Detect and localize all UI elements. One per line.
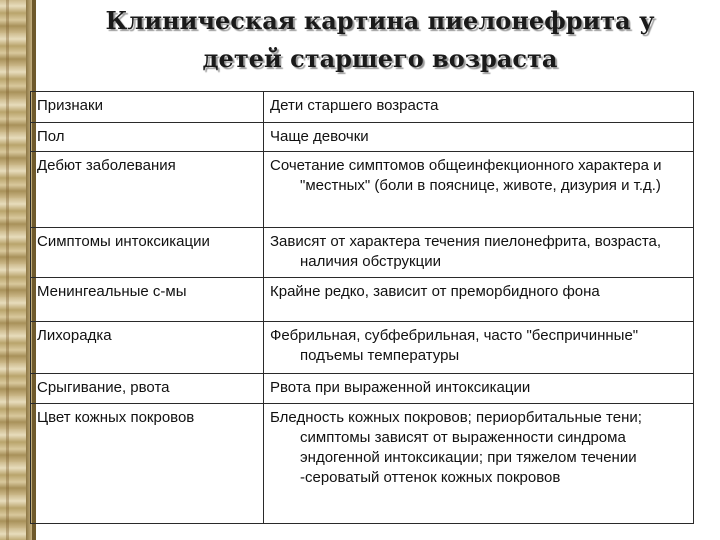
decorative-border: [0, 0, 26, 540]
table-cell-description: Бледность кожных покровов; периорбитальные тени; симптомы зависят от выраженности синдрома эндогенной интоксикации; при тяжелом течении -сероватый оттенок кожных покровов: [264, 404, 694, 524]
table-row: [31, 322, 694, 374]
title-line-2: детей старшего возраста: [202, 44, 558, 73]
table-cell-description: Рвота при выраженной интоксикации: [264, 374, 694, 404]
table-cell-sign: Срыгивание, рвота: [31, 374, 264, 404]
table-cell-sign: Менингеальные с-мы: [31, 278, 264, 322]
table-cell-description: Сочетание симптомов общеинфекционного характера и "местных" (боли в пояснице, животе, дизурия и т.д.): [264, 152, 694, 228]
symptoms-table: [30, 91, 694, 524]
table-cell-sign: Признаки: [31, 92, 264, 123]
table-row: [31, 152, 694, 228]
table-row: [31, 374, 694, 404]
table-row: [31, 278, 694, 322]
table-row: [31, 123, 694, 152]
table-row: [31, 92, 694, 123]
table-cell-sign: Лихорадка: [31, 322, 264, 374]
slide-title: [40, 2, 720, 78]
table-cell-description: Дети старшего возраста: [264, 92, 694, 123]
table-cell-description: Крайне редко, зависит от преморбидного фона: [264, 278, 694, 322]
table-cell-description: Чаще девочки: [264, 123, 694, 152]
table-cell-sign: Цвет кожных покровов: [31, 404, 264, 524]
table-cell-sign: Дебют заболевания: [31, 152, 264, 228]
table-cell-sign: Пол: [31, 123, 264, 152]
table-cell-sign: Симптомы интоксикации: [31, 228, 264, 278]
table-row: [31, 228, 694, 278]
title-line-1: Клиническая картина пиелонефрита у: [105, 6, 655, 35]
table-row: [31, 404, 694, 524]
table-cell-description: Зависят от характера течения пиелонефрита, возраста, наличия обструкции: [264, 228, 694, 278]
table-cell-description: Фебрильная, субфебрильная, часто "беспричинные" подъемы температуры: [264, 322, 694, 374]
